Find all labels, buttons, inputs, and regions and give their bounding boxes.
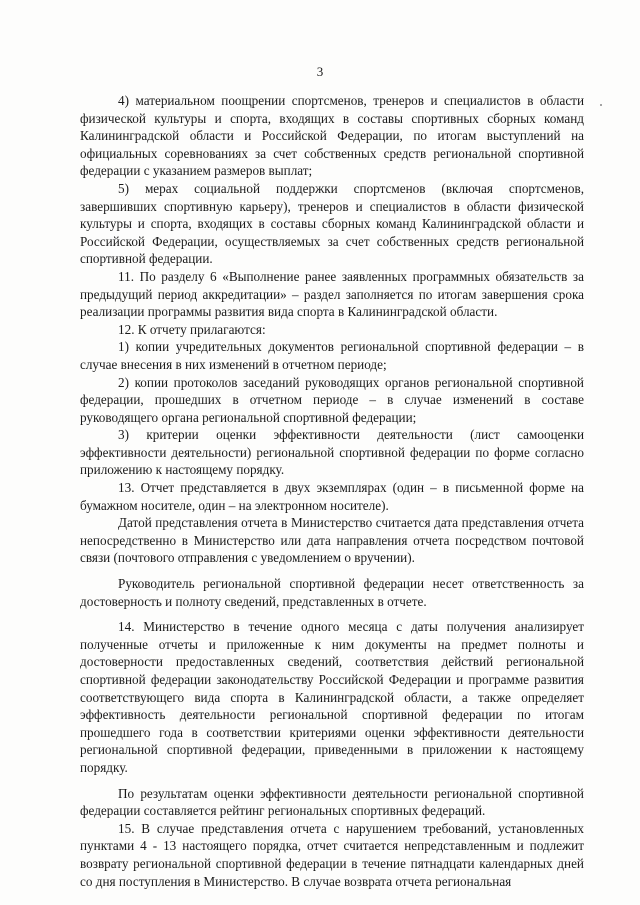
paragraph-attachment-2: 2) копии протоколов заседаний руководящих органов региональной спортивной федерации, прошедших в отчетном периоде – в случае изменений в составе руководящего органа региональной спортивной федерации;: [80, 374, 584, 425]
paragraph-clause-15: 15. В случае представления отчета с нарушением требований, установленных пунктами 4 - 13 настоящего порядка, отчет считается непредставленным и подлежит возврату региональной спортивной федерации в течение пятнадцати календарных дней со дня поступления в Министерство. В случае возврата отчета региональная: [80, 820, 584, 889]
document-body: [80, 92, 584, 890]
paragraph-attachment-3: 3) критерии оценки эффективности деятельности (лист самооценки эффективности деятельности) региональной спортивной федерации по форме согласно приложению к настоящему порядку.: [80, 427, 584, 478]
paragraph-item-4: 4) материальном поощрении спортсменов, тренеров и специалистов в области физической культуры и спорта, входящих в составы спортивных сборных команд Калининградской области и Российской Федерации, по итогам выступлений на официальных соревнованиях за счет собственных средств региональной спортивной федерации с указанием размеров выплат;: [80, 93, 584, 179]
paragraph-clause-11: 11. По разделу 6 «Выполнение ранее заявленных программных обязательств за предыдущий период аккредитации» – раздел заполняется по итогам завершения срока реализации программы развития вида спорта в Калининградской области.: [80, 268, 584, 320]
paragraph-responsibility: Руководитель региональной спортивной федерации несет ответственность за достоверность и полноту сведений, представленных в отчете.: [80, 576, 584, 609]
scan-speck: [600, 104, 602, 106]
paragraph-clause-12: 12. К отчету прилагаются:: [118, 321, 266, 337]
paragraph-clause-13: 13. Отчет представляется в двух экземплярах (один – в письменной форме на бумажном носителе, один – на электронном носителе).: [80, 480, 584, 513]
paragraph-attachment-1: 1) копии учредительных документов региональной спортивной федерации – в случае внесения в них изменений в отчетном периоде;: [80, 339, 584, 372]
paragraph-clause-14: 14. Министерство в течение одного месяца с даты получения анализирует полученные отчеты и приложенные к ним документы на предмет полноты и достоверности предоставленных сведений, соответствия действий региональной спортивной федерации законодательству Российской Федерации и программе развития соответствующего вида спорта в Калининградской области, а также определяет эффективность деятельности региональной спортивной федерации по итогам прошедшего года в соответствии критериями оценки эффективности деятельности региональной спортивной федерации, приведенными в приложении к настоящему порядку.: [80, 619, 584, 775]
paragraph-item-5: 5) мерах социальной поддержки спортсменов (включая спортсменов, завершивших спортивную карьеру), тренеров и специалистов в области физической культуры и спорта, входящих в составы сборных команд Калининградской области и Российской Федерации, осуществляемых за счет собственных средств региональной спортивной федерации.: [80, 180, 584, 267]
paragraph-submission-date: Датой представления отчета в Министерство считается дата представления отчета непосредственно в Министерство или дата направления отчета посредством почтовой связи (почтового отправления с уведомлением о вручении).: [80, 515, 584, 566]
paragraph-rating: По результатам оценки эффективности деятельности региональной спортивной федерации составляется рейтинг региональных спортивных федераций.: [80, 785, 584, 819]
page-number: 3: [316, 64, 324, 79]
